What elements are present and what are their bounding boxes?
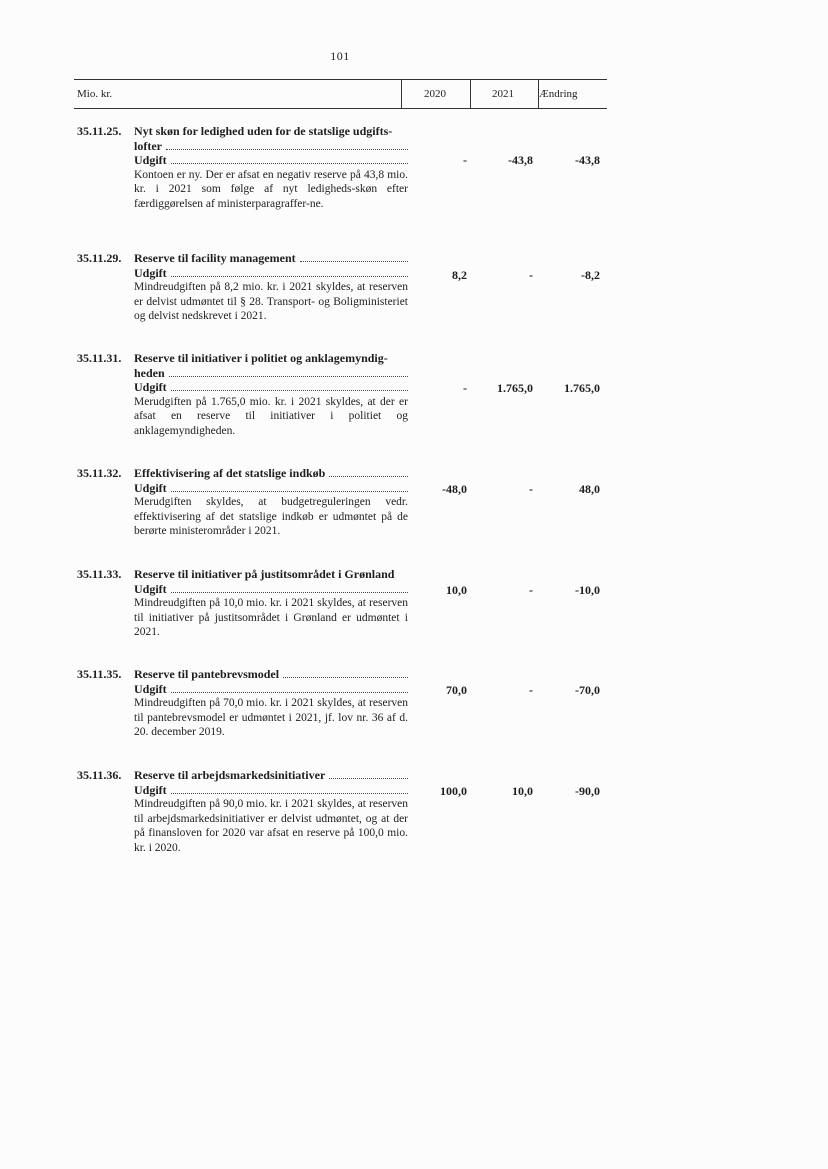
value-2021: - (529, 683, 533, 697)
account-number: 35.11.36. (77, 768, 122, 782)
expense-label: Udgift (134, 581, 167, 596)
entry-title: Effektivisering af det statslige indkøb (134, 466, 326, 480)
leader-dots (283, 667, 408, 678)
entry-description: Merudgiften skyldes, at budgetreguleringen vedr. effektivisering af det statslige indkøb er udmøntet på de berørte ministerområder i 2021. (134, 496, 408, 537)
leader-dots (171, 380, 408, 391)
expense-label: Udgift (134, 380, 167, 394)
expense-label: Udgift (134, 480, 167, 495)
value-2021: 1.765,0 (497, 381, 533, 395)
value-2021: - (529, 482, 533, 496)
value-2021: -43,8 (508, 153, 533, 167)
value-change: -10,0 (575, 583, 600, 597)
value-2020: -48,0 (442, 482, 467, 496)
value-change: -8,2 (581, 268, 600, 282)
value-change: -90,0 (575, 784, 600, 798)
value-change: -70,0 (575, 683, 600, 697)
leader-dots (169, 366, 408, 377)
account-number: 35.11.31. (77, 351, 122, 365)
account-number: 35.11.25. (77, 124, 122, 138)
column-2020-header: 2020 (424, 88, 446, 100)
account-number: 35.11.32. (77, 466, 122, 480)
entry-title: Reserve til pantebrevsmodel (134, 667, 280, 681)
expense-label: Udgift (134, 265, 167, 280)
account-number: 35.11.35. (77, 667, 122, 681)
leader-dots (171, 266, 408, 277)
column-divider (401, 80, 402, 108)
column-2021-header: 2021 (492, 88, 514, 100)
value-2020: - (463, 153, 467, 167)
value-2021: - (529, 268, 533, 282)
expense-label: Udgift (134, 153, 167, 167)
entry-title: heden (134, 365, 165, 380)
entry-description: Mindreudgiften på 8,2 mio. kr. i 2021 skyldes, at reserven er delvist udmøntet til § 28. Transport- og Boligministeriet og delvist nedskrevet i 2021. (134, 281, 408, 322)
leader-dots (166, 139, 408, 150)
entry-description: Mindreudgiften på 90,0 mio. kr. i 2021 skyldes, at reserven til arbejdsmarkedsinitiativer er delvist udmøntet, og at der på finansloven for 2020 var afsat en reserve på 100,0 mio. kr. i 2020. (134, 798, 408, 854)
entry-description: Merudgiften på 1.765,0 mio. kr. i 2021 skyldes, at der er afsat en reserve til initiativer i politiet og anklagemyndigheden. (134, 395, 408, 437)
leader-dots (171, 481, 408, 492)
entry-title: Reserve til initiativer i politiet og anklagemyndig- (134, 351, 388, 365)
entry-title: Nyt skøn for ledighed uden for de statslige udgifts- (134, 124, 393, 138)
account-number: 35.11.33. (77, 567, 122, 581)
leader-dots (171, 783, 408, 794)
leader-dots (300, 251, 408, 262)
leader-dots (329, 466, 408, 477)
value-2020: - (463, 381, 467, 395)
value-2020: 10,0 (446, 583, 467, 597)
expense-label: Udgift (134, 782, 167, 797)
entry-title: lofter (134, 138, 162, 153)
entry-description: Mindreudgiften på 10,0 mio. kr. i 2021 skyldes, at reserven til initiativer på justitsområdet i Grønland er udmøntet i 2021. (134, 597, 408, 638)
leader-dots (171, 682, 408, 693)
entry-description: Mindreudgiften på 70,0 mio. kr. i 2021 skyldes, at reserven til pantebrevsmodel er udmøntet i 2021, jf. lov nr. 36 af d. 20. december 2019. (134, 697, 408, 738)
value-2021: 10,0 (512, 784, 533, 798)
page-number: 101 (330, 49, 350, 63)
column-change-header: Ændring (539, 88, 578, 100)
entry-description: Kontoen er ny. Der er afsat en negativ reserve på 43,8 mio. kr. i 2021 som følge af nyt ledigheds-skøn efter færdiggørelsen af ministerparagraffer-ne. (134, 168, 408, 210)
table-header (74, 79, 607, 109)
entry-title: Reserve til arbejdsmarkedsinitiativer (134, 768, 326, 782)
value-change: -43,8 (575, 153, 600, 167)
column-divider (470, 80, 471, 108)
value-change: 1.765,0 (564, 381, 600, 395)
leader-dots (329, 768, 408, 779)
value-2020: 8,2 (452, 268, 467, 282)
value-2021: - (529, 583, 533, 597)
value-change: 48,0 (579, 482, 600, 496)
unit-label: Mio. kr. (77, 88, 113, 100)
account-number: 35.11.29. (77, 251, 122, 265)
value-2020: 70,0 (446, 683, 467, 697)
entry-title: Reserve til initiativer på justitsområdet i Grønland (134, 567, 395, 581)
entry-title: Reserve til facility management (134, 251, 296, 265)
value-2020: 100,0 (440, 784, 467, 798)
leader-dots (171, 582, 408, 593)
expense-label: Udgift (134, 681, 167, 696)
leader-dots (171, 153, 408, 164)
